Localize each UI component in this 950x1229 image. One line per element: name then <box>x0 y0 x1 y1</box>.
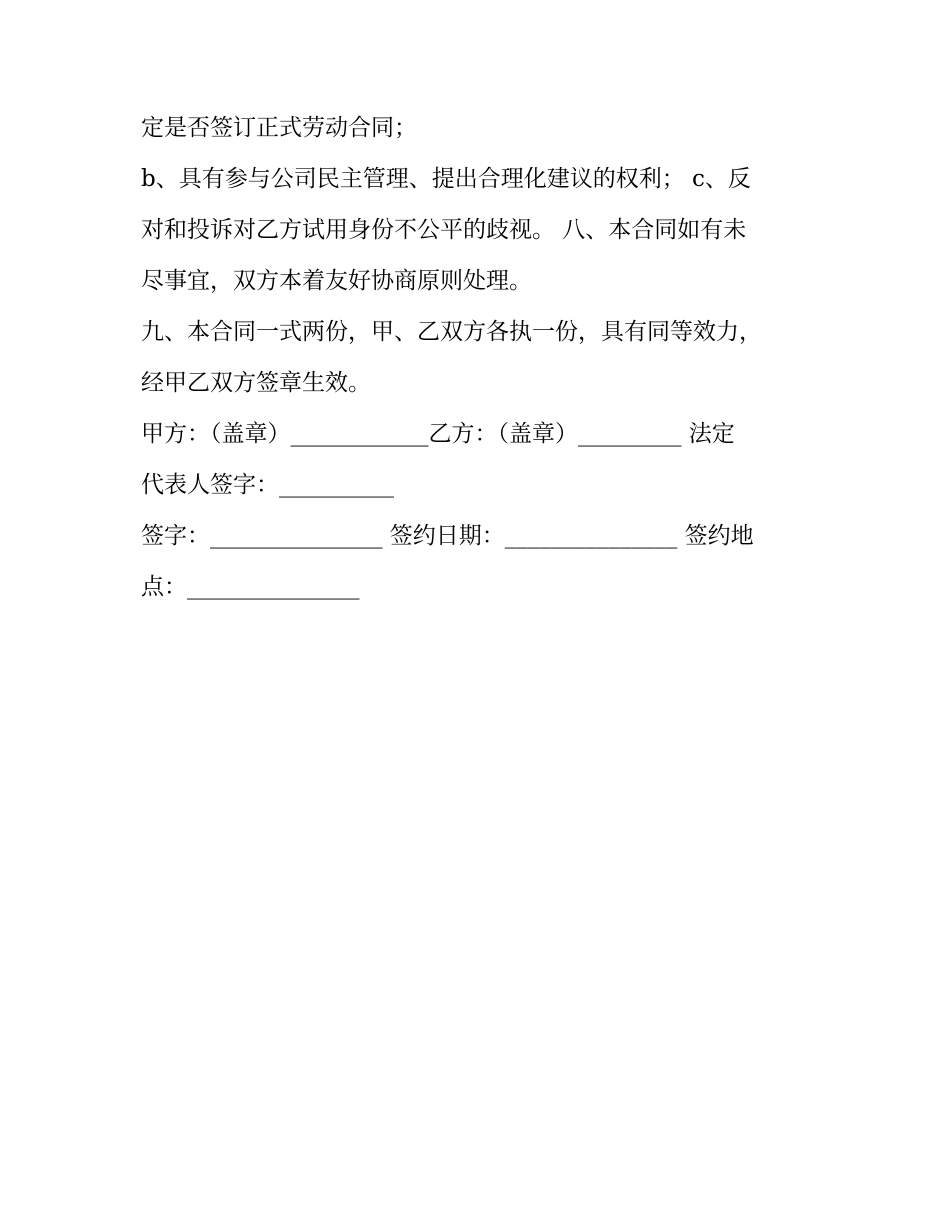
text-line-2: b、具有参与公司民主管理、提出合理化建议的权利； c、反 <box>141 166 751 192</box>
text-line-1: 定是否签订正式劳动合同； <box>141 115 417 141</box>
signature-line-party-a-b: 甲方：（盖章）____________乙方：（盖章）_________ 法定 <box>141 421 735 447</box>
signature-line-place: 点：_______________ <box>141 574 360 600</box>
signature-line-date: 签字：_______________ 签约日期：_______________ 签约地 <box>141 523 754 549</box>
text-line-4: 尽事宜，双方本着友好协商原则处理。 <box>141 268 532 294</box>
text-line-3: 对和投诉对乙方试用身份不公平的歧视。 八、本合同如有未 <box>141 217 747 243</box>
signature-line-legal-rep: 代表人签字：__________ <box>141 472 394 498</box>
text-line-5: 九、本合同一式两份，甲、乙双方各执一份，具有同等效力， <box>141 319 762 345</box>
text-line-6: 经甲乙双方签章生效。 <box>141 370 371 396</box>
